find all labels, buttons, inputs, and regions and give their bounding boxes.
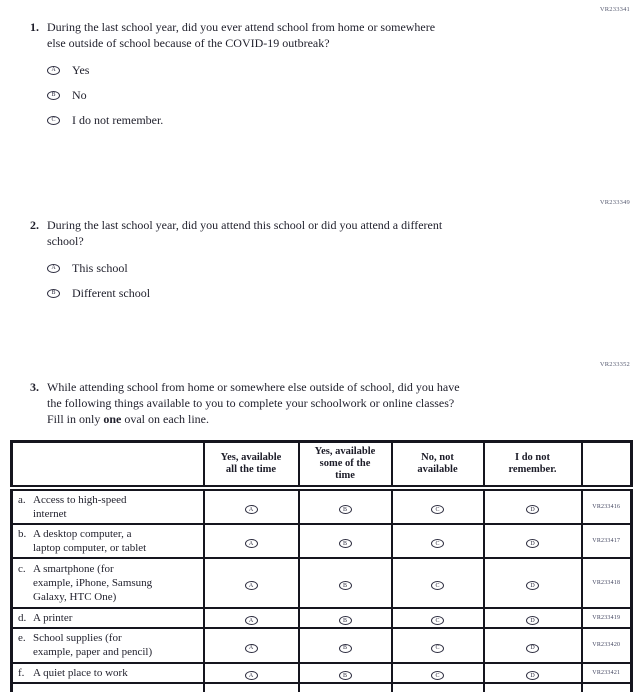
- availability-table-wrap: [10, 440, 633, 692]
- oval-letter: B: [342, 672, 347, 679]
- option-q1-yes: [47, 63, 610, 77]
- partial-cell: [12, 683, 204, 692]
- oval-letter: A: [51, 265, 56, 271]
- row-label-line: A smartphone (for: [33, 562, 114, 575]
- question-3: [30, 379, 610, 427]
- cell-yes-some: [299, 663, 392, 683]
- option-label: I do not remember.: [72, 112, 164, 127]
- oval-letter: B: [51, 290, 56, 296]
- table-row-b: [12, 524, 632, 558]
- row-label-line: example, iPhone, Samsung: [33, 576, 153, 589]
- instruction-prefix: Fill in only: [47, 412, 104, 426]
- oval-letter: D: [530, 617, 535, 624]
- option-label: Different school: [72, 285, 151, 300]
- cell-remember: [484, 558, 582, 608]
- answer-oval-a[interactable]: [245, 581, 258, 590]
- header-i-do-not-remember: [484, 442, 582, 488]
- question-1-number: 1.: [30, 20, 39, 34]
- row-item-code: VR233416: [582, 488, 632, 524]
- header-line: No, not: [421, 451, 454, 463]
- oval-letter: A: [248, 672, 254, 679]
- cell-yes-some: [299, 558, 392, 608]
- answer-oval-a[interactable]: [245, 505, 258, 514]
- question-1-options: [47, 63, 610, 127]
- cell-yes-all: [204, 663, 299, 683]
- question-3-form-code: VR233352: [599, 361, 630, 368]
- cell-remember: [484, 628, 582, 663]
- cell-yes-some: [299, 628, 392, 663]
- answer-oval-d[interactable]: [526, 539, 539, 548]
- header-code-empty: [582, 442, 632, 488]
- question-3-instruction: [47, 411, 460, 427]
- oval-letter: A: [248, 582, 254, 589]
- header-yes-some-of-the-time: [299, 442, 392, 488]
- oval-letter: A: [51, 67, 56, 73]
- row-item-code: VR233418: [582, 558, 632, 608]
- answer-oval-c[interactable]: [431, 616, 444, 625]
- cell-yes-all: [204, 608, 299, 628]
- row-label-line: A quiet place to work: [33, 666, 128, 679]
- answer-oval-c[interactable]: [431, 505, 444, 514]
- oval-letter: B: [342, 506, 347, 513]
- row-letter: d.: [18, 611, 27, 624]
- question-1-line-1: During the last school year, did you ever attend school from home or somewhere: [47, 20, 436, 34]
- header-line: I do not: [514, 451, 550, 463]
- table-row-partial-cutoff: [12, 683, 632, 692]
- answer-oval-c[interactable]: [47, 116, 60, 125]
- row-item-label: [12, 663, 204, 683]
- partial-cell: [392, 683, 484, 692]
- header-line: available: [417, 463, 458, 475]
- question-3-line-1: While attending school from home or somewhere else outside of school, did you have: [47, 380, 460, 394]
- answer-oval-d[interactable]: [526, 581, 539, 590]
- oval-letter: A: [248, 506, 254, 513]
- answer-oval-a[interactable]: [245, 616, 258, 625]
- header-line: time: [335, 469, 355, 481]
- question-3-number: 3.: [30, 380, 39, 394]
- table-row-f: [12, 663, 632, 683]
- oval-letter: A: [248, 540, 254, 547]
- answer-oval-b[interactable]: [339, 644, 352, 653]
- oval-letter: C: [435, 540, 440, 547]
- row-item-code: VR233419: [582, 608, 632, 628]
- answer-oval-b[interactable]: [339, 616, 352, 625]
- question-2-stem: [30, 217, 610, 249]
- row-label-line: Galaxy, HTC One): [33, 590, 117, 603]
- row-item-code: VR233421: [582, 663, 632, 683]
- question-1-line-2: else outside of school because of the COVID-19 outbreak?: [47, 36, 330, 50]
- question-2-line-1: During the last school year, did you attend this school or did you attend a different: [47, 218, 443, 232]
- oval-letter: D: [530, 672, 535, 679]
- oval-letter: A: [248, 617, 254, 624]
- row-letter: c.: [18, 562, 26, 575]
- partial-cell: [582, 683, 632, 692]
- question-2-options: [47, 261, 610, 300]
- oval-letter: C: [435, 672, 440, 679]
- answer-oval-b[interactable]: [339, 539, 352, 548]
- option-label: No: [72, 87, 87, 102]
- row-item-code: VR233417: [582, 524, 632, 558]
- table-header-row: [12, 442, 632, 488]
- answer-oval-a[interactable]: [245, 671, 258, 680]
- answer-oval-a[interactable]: [245, 539, 258, 548]
- question-1-form-code: VR233341: [599, 6, 630, 13]
- answer-oval-b[interactable]: [339, 505, 352, 514]
- option-q2-different-school: [47, 286, 610, 300]
- question-2-text: [47, 217, 442, 249]
- question-3-text: [47, 379, 460, 427]
- cell-no: [392, 628, 484, 663]
- table-row-e: [12, 628, 632, 663]
- answer-oval-b[interactable]: [339, 671, 352, 680]
- row-item-code: VR233420: [582, 628, 632, 663]
- question-2-form-code: VR233349: [599, 199, 630, 206]
- option-q1-do-not-remember: [47, 113, 610, 127]
- answer-oval-b[interactable]: [339, 581, 352, 590]
- table-row-d: [12, 608, 632, 628]
- question-1-stem: [30, 19, 610, 51]
- partial-cell: [484, 683, 582, 692]
- answer-oval-d[interactable]: [526, 671, 539, 680]
- row-item-label: [12, 608, 204, 628]
- header-line: some of the: [319, 457, 371, 469]
- header-yes-all-the-time: [204, 442, 299, 488]
- answer-oval-c[interactable]: [431, 581, 444, 590]
- cell-no: [392, 663, 484, 683]
- oval-letter: D: [530, 582, 535, 589]
- row-label-line: internet: [33, 507, 67, 520]
- oval-letter: C: [435, 645, 440, 651]
- cell-remember: [484, 608, 582, 628]
- row-label-line: Access to high-speed: [33, 493, 127, 506]
- instruction-suffix: oval on each line.: [121, 412, 209, 426]
- cell-yes-some: [299, 524, 392, 558]
- answer-oval-b[interactable]: [47, 91, 60, 100]
- question-1: [30, 19, 610, 138]
- question-2-line-2: school?: [47, 234, 84, 248]
- question-3-stem: [30, 379, 610, 427]
- option-label: Yes: [72, 62, 90, 77]
- row-label-line: laptop computer, or tablet: [33, 541, 147, 554]
- cell-yes-all: [204, 488, 299, 524]
- cell-remember: [484, 524, 582, 558]
- cell-remember: [484, 488, 582, 524]
- answer-oval-a[interactable]: [47, 66, 60, 75]
- answer-oval-d[interactable]: [526, 616, 539, 625]
- row-letter: e.: [18, 632, 26, 644]
- header-line: remember.: [508, 463, 557, 475]
- oval-letter: B: [342, 617, 347, 624]
- row-label-line: School supplies (for: [33, 632, 122, 644]
- partial-cell: [299, 683, 392, 692]
- instruction-bold-one: one: [103, 412, 122, 426]
- row-letter: b.: [18, 527, 27, 540]
- header-item-empty: [12, 442, 204, 488]
- oval-letter: B: [342, 582, 347, 589]
- oval-letter: A: [248, 645, 254, 651]
- answer-oval-c[interactable]: [431, 644, 444, 653]
- header-line: all the time: [225, 463, 277, 475]
- cell-yes-all: [204, 524, 299, 558]
- cell-no: [392, 524, 484, 558]
- question-2-number: 2.: [30, 218, 39, 232]
- option-q1-no: [47, 88, 610, 102]
- row-label-line: example, paper and pencil): [33, 646, 153, 658]
- header-no-not-available: [392, 442, 484, 488]
- row-label-line: A desktop computer, a: [33, 527, 132, 540]
- question-2: [30, 217, 610, 311]
- answer-oval-c[interactable]: [431, 539, 444, 548]
- answer-oval-d[interactable]: [526, 505, 539, 514]
- row-label-line: A printer: [33, 611, 73, 624]
- oval-letter: D: [530, 645, 535, 651]
- oval-letter: D: [530, 506, 535, 513]
- row-item-label: [12, 488, 204, 524]
- answer-oval-c[interactable]: [431, 671, 444, 680]
- option-q2-this-school: [47, 261, 610, 275]
- cell-yes-all: [204, 558, 299, 608]
- row-item-label: [12, 558, 204, 608]
- table-row-a: [12, 488, 632, 524]
- header-line: Yes, available: [314, 445, 376, 457]
- question-3-line-2: the following things available to you to complete your schoolwork or online classes?: [47, 396, 455, 410]
- row-letter: f.: [18, 666, 25, 679]
- oval-letter: C: [435, 617, 440, 624]
- cell-no: [392, 488, 484, 524]
- cell-no: [392, 558, 484, 608]
- cell-yes-some: [299, 488, 392, 524]
- oval-letter: D: [530, 540, 535, 547]
- oval-letter: B: [342, 540, 347, 547]
- partial-cell: [204, 683, 299, 692]
- oval-letter: B: [51, 92, 56, 98]
- answer-oval-b[interactable]: [47, 289, 60, 298]
- oval-letter: B: [342, 645, 347, 651]
- cell-yes-all: [204, 628, 299, 663]
- oval-letter: C: [51, 117, 56, 123]
- cell-remember: [484, 663, 582, 683]
- question-1-text: [47, 19, 435, 51]
- table-row-c: [12, 558, 632, 608]
- oval-letter: C: [435, 582, 440, 589]
- option-label: This school: [72, 260, 128, 275]
- header-line: Yes, available: [220, 451, 282, 463]
- answer-oval-a[interactable]: [47, 264, 60, 273]
- availability-table: [10, 440, 633, 692]
- oval-letter: C: [435, 506, 440, 513]
- row-item-label: [12, 524, 204, 558]
- row-letter: a.: [18, 493, 26, 506]
- row-item-label: [12, 628, 204, 663]
- cell-no: [392, 608, 484, 628]
- cell-yes-some: [299, 608, 392, 628]
- answer-oval-a[interactable]: [245, 644, 258, 653]
- answer-oval-d[interactable]: [526, 644, 539, 653]
